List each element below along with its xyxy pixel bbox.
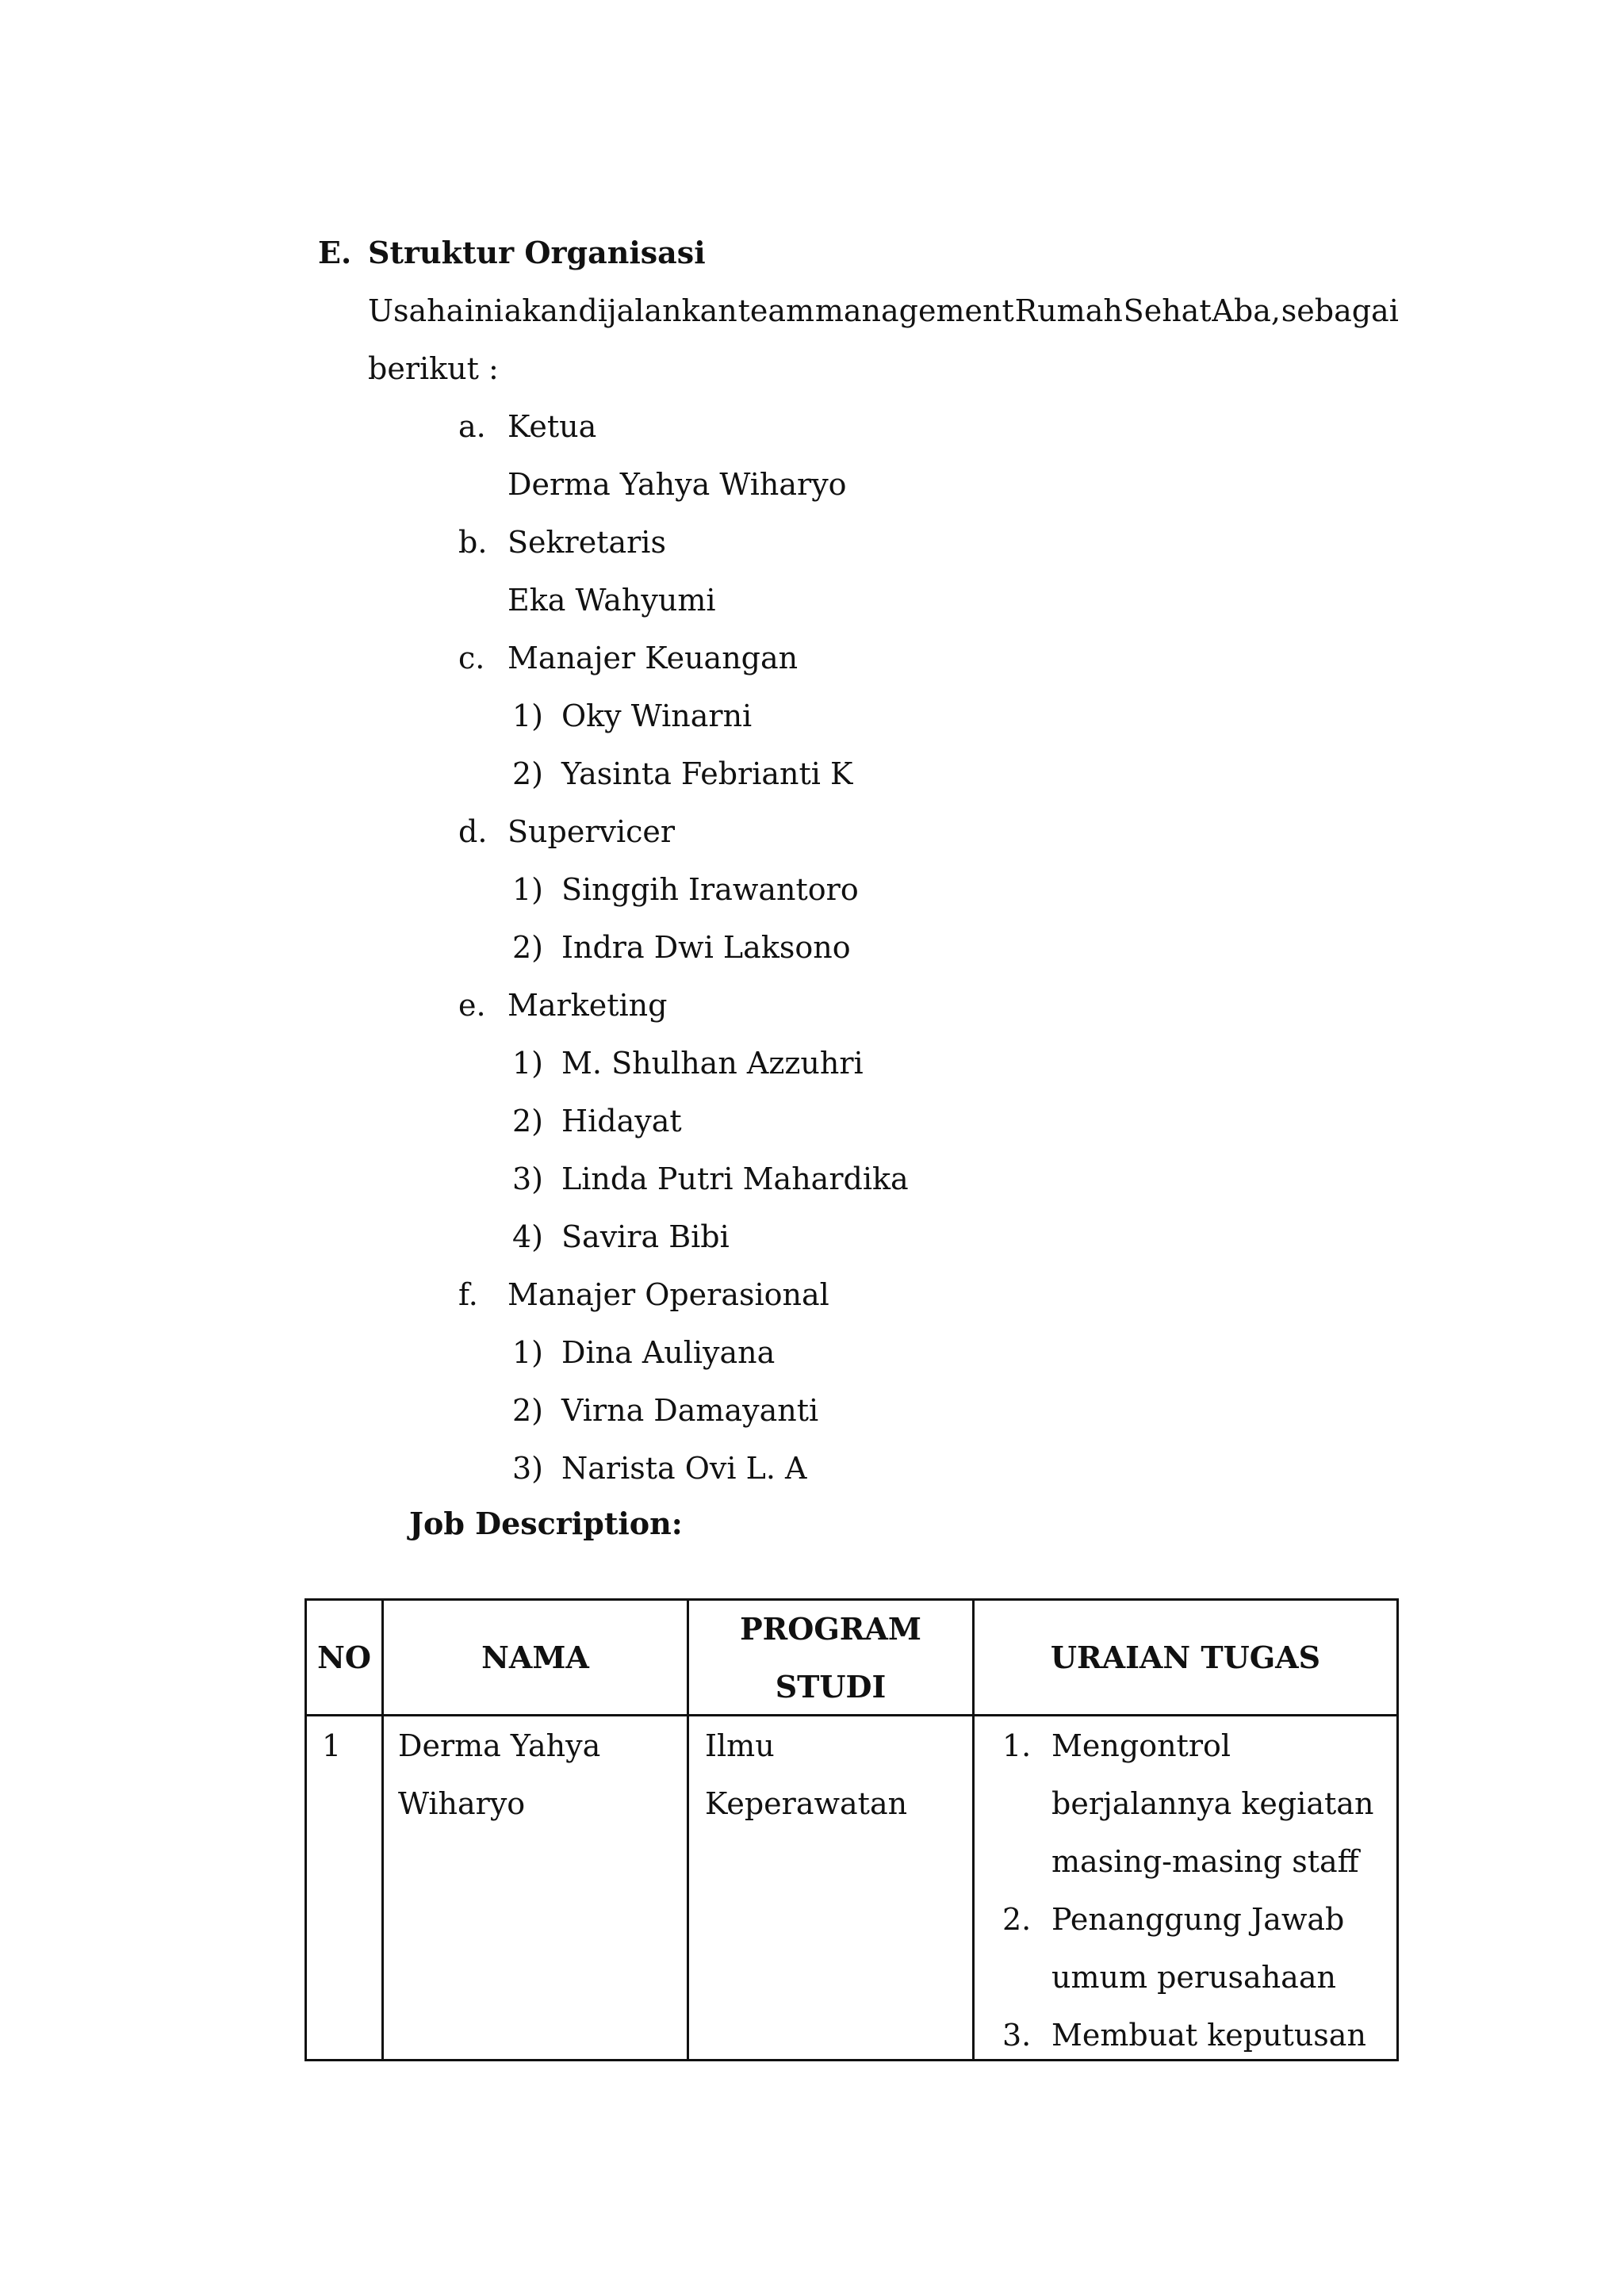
role-title: Manajer Operasional	[508, 1277, 829, 1312]
intro-paragraph-line2: berikut :	[368, 351, 499, 386]
table-column-divider	[687, 1598, 689, 2061]
role-title: Marketing	[508, 988, 668, 1023]
task-text: Penanggung Jawab	[1051, 1902, 1345, 1937]
list-letter: f.	[458, 1277, 478, 1312]
member-number: 2)	[512, 930, 544, 965]
member-name: Linda Putri Mahardika	[561, 1161, 909, 1196]
task-text: berjalannya kegiatan	[1051, 1786, 1374, 1821]
job-description-heading: Job Description:	[409, 1506, 683, 1541]
intro-word: dijalankan	[578, 293, 737, 328]
member-name: Yasinta Febrianti K	[561, 756, 853, 791]
member-number: 3)	[512, 1161, 544, 1196]
member-name: M. Shulhan Azzuhri	[561, 1046, 864, 1081]
member-name: Oky Winarni	[561, 698, 753, 733]
member-number: 1)	[512, 1046, 544, 1081]
member-name: Hidayat	[561, 1104, 682, 1138]
task-number: 3.	[1002, 2018, 1032, 2053]
member-number: 2)	[512, 1104, 544, 1138]
member-number: 2)	[512, 1393, 544, 1428]
header-program-line2: STUDI	[775, 1669, 887, 1705]
table-border-bottom	[304, 2059, 1399, 2061]
role-title: Ketua	[508, 409, 597, 444]
member-name: Indra Dwi Laksono	[561, 930, 851, 965]
intro-word: ini	[465, 293, 504, 328]
task-text: Mengontrol	[1051, 1728, 1231, 1763]
intro-word: Sehat	[1123, 293, 1212, 328]
table-header-divider	[304, 1714, 1399, 1716]
intro-word: Rumah	[1014, 293, 1123, 328]
cell-no: 1	[322, 1728, 342, 1763]
list-letter: c.	[458, 641, 485, 675]
role-title: Sekretaris	[508, 525, 666, 560]
list-letter: b.	[458, 525, 488, 560]
task-text: umum perusahaan	[1051, 1960, 1336, 1995]
intro-word: management	[814, 293, 1014, 328]
header-no: NO	[317, 1640, 371, 1675]
intro-word: sebagai	[1281, 293, 1399, 328]
member-name: Singgih Irawantoro	[561, 872, 859, 907]
task-number: 2.	[1002, 1902, 1032, 1937]
member-name: Virna Damayanti	[561, 1393, 819, 1428]
task-text: masing-masing staff	[1051, 1844, 1359, 1879]
header-program-line1: PROGRAM	[740, 1611, 921, 1647]
job-description-table	[304, 1598, 1399, 2061]
member-number: 1)	[512, 1335, 544, 1370]
cell-nama-line2: Wiharyo	[398, 1786, 526, 1821]
role-title: Supervicer	[508, 814, 676, 849]
cell-program-line2: Keperawatan	[705, 1786, 908, 1821]
section-title: Struktur Organisasi	[368, 235, 706, 270]
person-name: Derma Yahya Wiharyo	[508, 467, 847, 502]
member-number: 3)	[512, 1451, 544, 1486]
header-uraian-tugas: URAIAN TUGAS	[1050, 1640, 1321, 1675]
task-text: Membuat keputusan	[1051, 2018, 1366, 2053]
member-number: 1)	[512, 872, 544, 907]
cell-program-line1: Ilmu	[705, 1728, 775, 1763]
member-name: Dina Auliyana	[561, 1335, 776, 1370]
member-name: Narista Ovi L. A	[561, 1451, 807, 1486]
list-letter: d.	[458, 814, 488, 849]
section-letter: E.	[318, 235, 352, 270]
list-letter: e.	[458, 988, 486, 1023]
intro-paragraph-line1	[368, 293, 1399, 328]
member-number: 2)	[512, 756, 544, 791]
role-title: Manajer Keuangan	[508, 641, 799, 675]
table-border-top	[304, 1598, 1399, 1601]
cell-nama-line1: Derma Yahya	[398, 1728, 601, 1763]
intro-word: Usaha	[368, 293, 465, 328]
task-number: 1.	[1002, 1728, 1032, 1763]
intro-word: team	[737, 293, 815, 328]
member-number: 1)	[512, 698, 544, 733]
intro-word: akan	[504, 293, 578, 328]
header-nama: NAMA	[481, 1640, 589, 1675]
intro-word: Aba,	[1212, 293, 1281, 328]
member-name: Savira Bibi	[561, 1219, 730, 1254]
person-name: Eka Wahyumi	[508, 583, 716, 618]
member-number: 4)	[512, 1219, 544, 1254]
table-border-right	[1396, 1598, 1399, 2061]
list-letter: a.	[458, 409, 486, 444]
